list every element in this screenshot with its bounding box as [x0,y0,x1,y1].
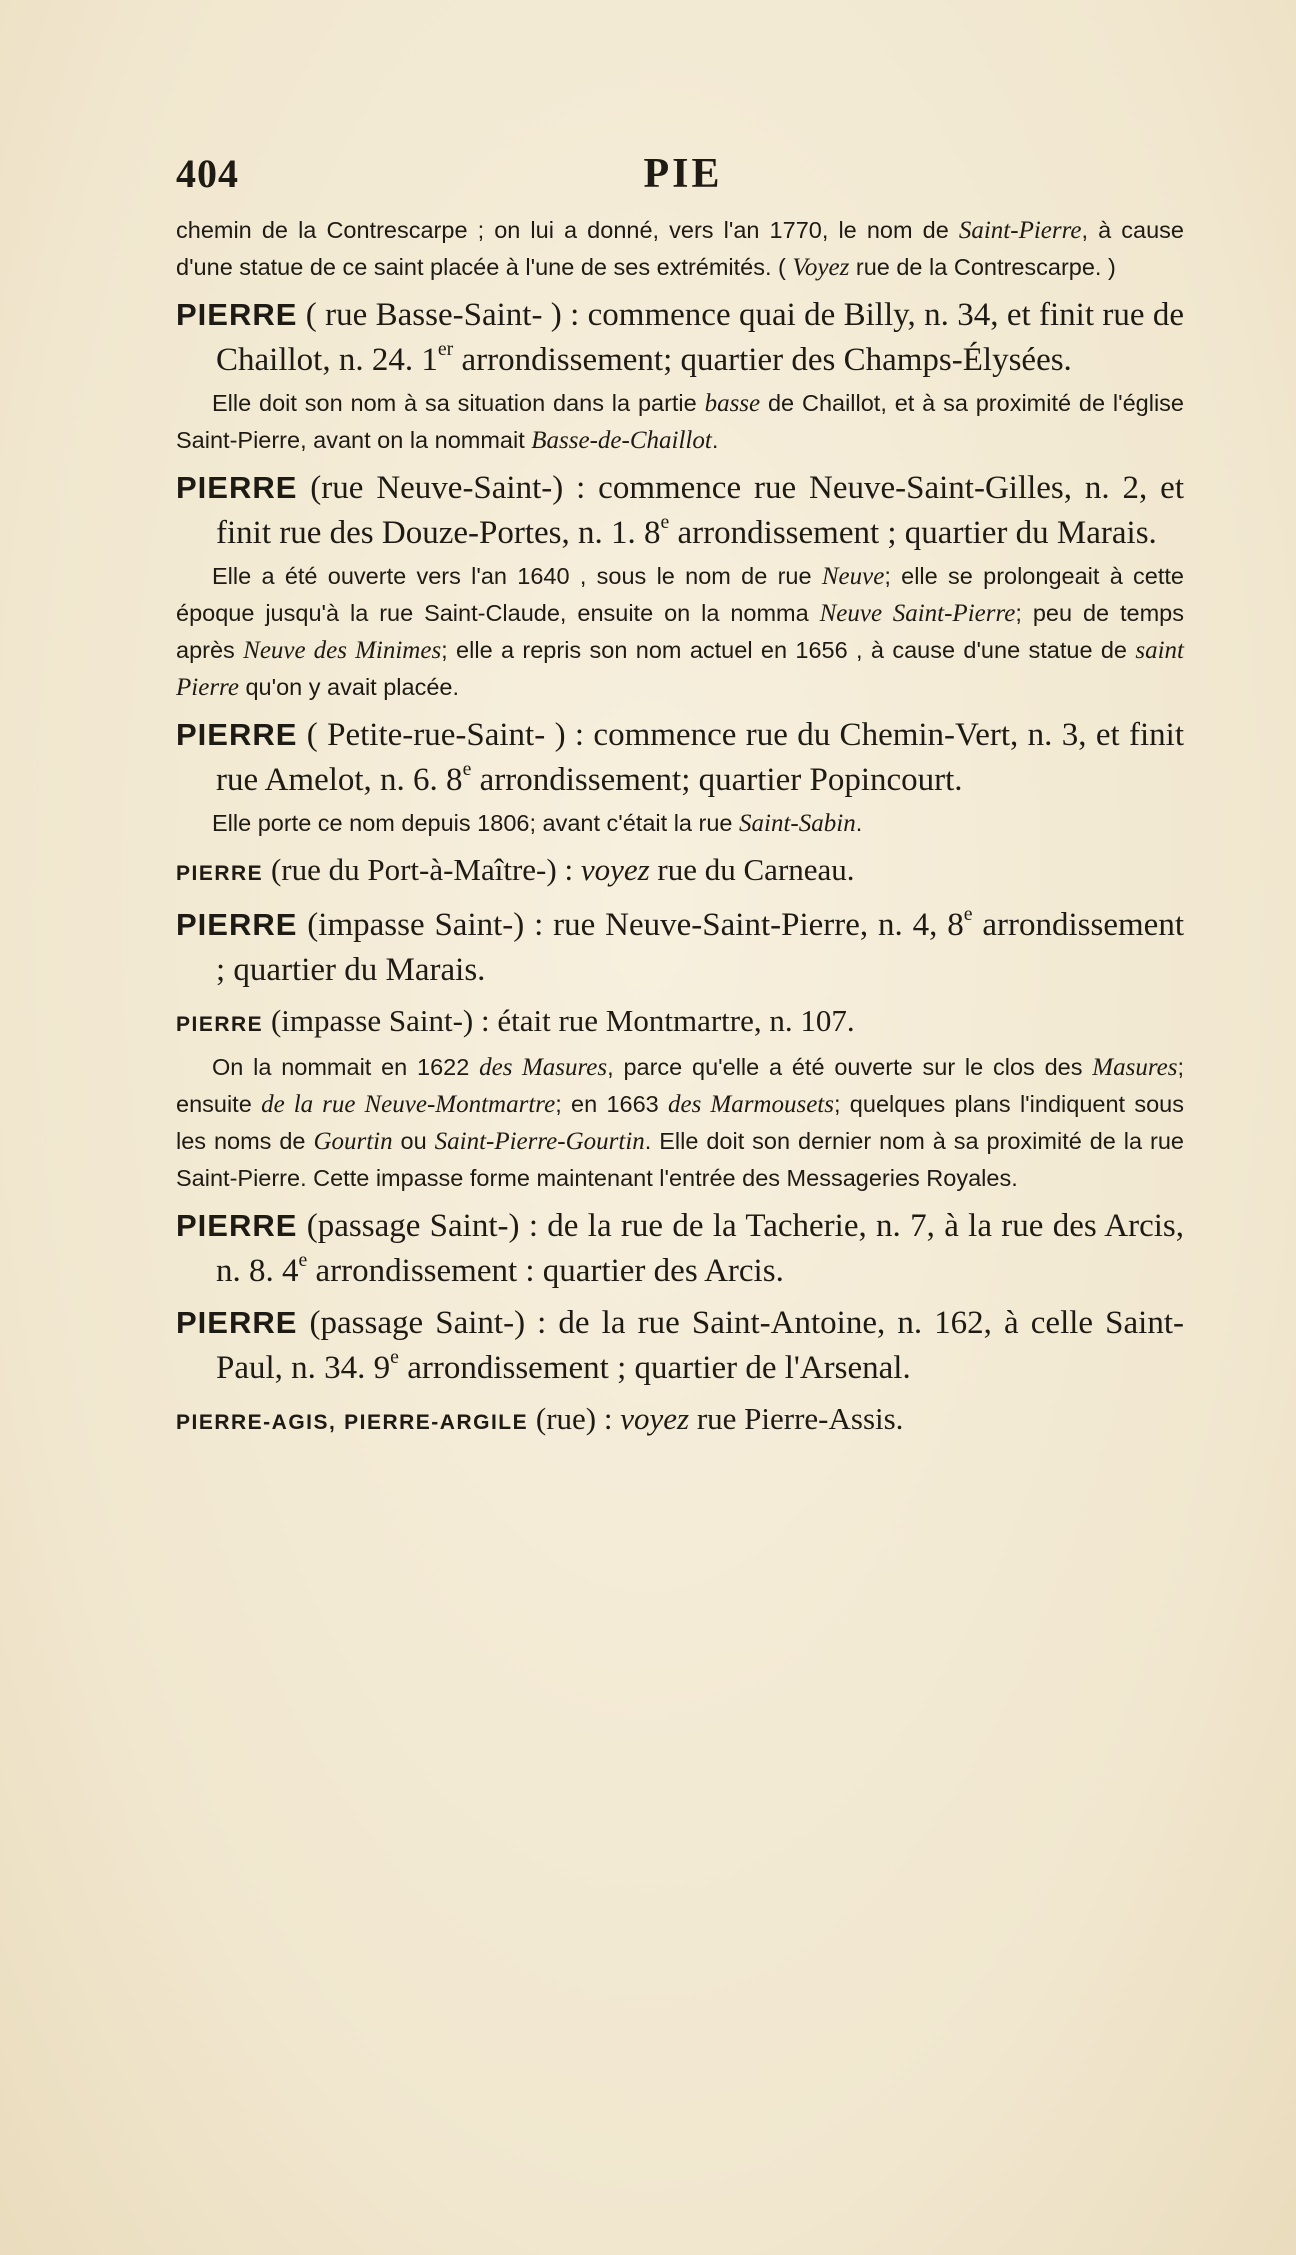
note-italic: des Marmousets [668,1091,834,1118]
headword: PIERRE-ARGILE [344,1411,529,1434]
headword: PIERRE [176,862,264,885]
page-header [176,150,1090,198]
entry-text: (impasse Saint-) : rue Neuve-Saint-Pierre, n. 4, 8 [297,907,964,943]
entry-main [176,712,1184,803]
entry-text: (passage Saint-) : de la rue de la Tacherie, n. 7, à la rue des Arcis, n. 8. 4 [216,1208,1184,1289]
entry-main [176,848,1184,896]
entry-text: (rue) : [528,1401,621,1436]
entry-basse-saint-pierre [176,292,1184,459]
note-italic: Masures [1092,1054,1178,1081]
entry-main [176,999,1184,1047]
headword: PIERRE [176,717,298,752]
note-italic: Saint-Pierre [958,217,1082,244]
entry-text: arrondissement : quartier des Arcis. [307,1253,784,1289]
note-text: ; elle se prolongeait à cette époque jusqu'à la rue Saint-Claude, ensuite on la nomma [176,563,1184,626]
note-italic: Basse-de-Chaillot [531,427,712,454]
note-text: qu'on y avait placée. [238,674,460,700]
entry-note [176,385,1184,459]
headword: PIERRE [176,1305,298,1340]
entry-note [176,805,1184,842]
headword: PIERRE-AGIS, [176,1411,337,1434]
entry-text: rue du Carneau. [649,852,855,887]
entry-italic: voyez [580,852,650,887]
ordinal-suffix: e [390,1346,399,1369]
note-text: Elle a été ouverte vers l'an 1640 , sous le nom de rue [212,563,822,589]
entry-port-a-maitre [176,848,1184,896]
note-italic: Saint-Sabin [739,810,856,837]
entry-neuve-saint-pierre [176,465,1184,706]
entry-pierre-agis-argile [176,1397,1184,1445]
note-italic: Neuve [821,563,885,590]
note-text: ; elle a repris son nom actuel en 1656 , à cause d'une statue de [441,637,1136,663]
headword: PIERRE [176,907,298,942]
note-text: Elle porte ce nom depuis 1806; avant c'était la rue [212,810,740,836]
entry-text: ( rue Basse-Saint- ) : commence quai de Billy, n. 34, et finit rue de Chaillot, n. 24. 1 [216,297,1184,378]
entry-text: (rue du Port-à-Maître-) : [263,852,581,887]
note-italic: des Masures [479,1054,608,1081]
note-italic: Saint-Pierre-Gourtin [434,1128,645,1155]
note-text: rue de la Contrescarpe. ) [849,254,1116,280]
note-italic: saint Pierre [176,637,1184,701]
note-text: ; peu de temps après [176,600,1184,663]
entry-main [176,292,1184,383]
entry-text: arrondissement; quartier Popincourt. [471,762,963,798]
entry-passage-saint-pierre-1 [176,1203,1184,1294]
ordinal-suffix: e [462,758,472,781]
entry-text: (rue Neuve-Saint-) : commence rue Neuve-Saint-Gilles, n. 2, et finit rue des Douze-Portes, n. 1. 8 [216,470,1184,551]
entry-text: (impasse Saint-) : était rue Montmartre, n. 107. [263,1003,855,1038]
entry-main [176,1397,1184,1445]
note-italic: de la rue Neuve-Montmartre [261,1091,556,1118]
note-text: , à cause d'une statue de ce saint placée à l'une de ses extrémités. ( [176,217,1184,280]
note-italic: Neuve des Minimes [243,637,442,664]
entry-text: (passage Saint-) : de la rue Saint-Antoine, n. 162, à celle Saint-Paul, n. 34. 9 [216,1305,1184,1386]
headword: PIERRE [176,470,298,505]
entry-note [176,1049,1184,1197]
entry-impasse-saint-pierre-1 [176,902,1184,993]
note-text: ; en 1663 [555,1091,669,1117]
entry-text: arrondissement ; quartier du Marais. [669,515,1157,551]
entry-text: ( Petite-rue-Saint- ) : commence rue du Chemin-Vert, n. 3, et finit rue Amelot, n. 6. 8 [216,717,1184,798]
note-text: Elle doit son nom à sa situation dans la partie [212,390,705,416]
note-italic: Gourtin [313,1128,393,1155]
note-text: . [855,810,863,836]
note-italic: Voyez [792,254,850,281]
ordinal-suffix: e [963,903,973,926]
note-text: . Elle doit son dernier nom à sa proximité de la rue Saint-Pierre. Cette impasse forme maintenant l'entrée des Messageries Royales. [176,1128,1184,1191]
note-text: ; ensuite [176,1054,1184,1117]
dictionary-content [176,212,1184,1447]
page-number: 404 [176,151,239,196]
note-text: On la nommait en 1622 [212,1054,480,1080]
note-text: ; quelques plans l'indiquent sous les noms de [176,1091,1184,1154]
entry-main [176,1300,1184,1391]
headword: PIERRE [176,1013,264,1036]
entry-text: rue Pierre-Assis. [689,1401,904,1436]
entry-text: arrondissement ; quartier de l'Arsenal. [398,1350,911,1386]
entry-text: arrondissement; quartier des Champs-Élysées. [453,342,1072,378]
ordinal-suffix: er [437,338,454,361]
entry-text: arrondissement ; quartier du Marais. [216,907,1184,988]
headword: PIERRE [176,1208,298,1243]
note-text: . [711,427,719,453]
ordinal-suffix: e [660,511,670,534]
note-text: de Chaillot, et à sa proximité de l'église Saint-Pierre, avant on la nommait [176,390,1184,453]
headword: PIERRE [176,297,298,332]
entry-main [176,465,1184,556]
note-italic: Neuve Saint-Pierre [819,600,1016,627]
note-text: chemin de la Contrescarpe ; on lui a donné, vers l'an 1770, le nom de [176,217,959,243]
note-italic: basse [704,390,761,417]
note-text: , parce qu'elle a été ouverte sur le clos des [607,1054,1093,1080]
entry-italic: voyez [620,1401,690,1436]
entry-impasse-saint-pierre-2 [176,999,1184,1197]
note-text: ou [392,1128,435,1154]
running-head: PIE [643,151,723,197]
entry-passage-saint-pierre-2 [176,1300,1184,1391]
entry-note [176,558,1184,706]
ordinal-suffix: e [298,1249,308,1272]
contrescarpe-note [176,212,1184,286]
entry-petite-rue-saint-pierre [176,712,1184,842]
entry-main [176,1203,1184,1294]
entry-main [176,902,1184,993]
